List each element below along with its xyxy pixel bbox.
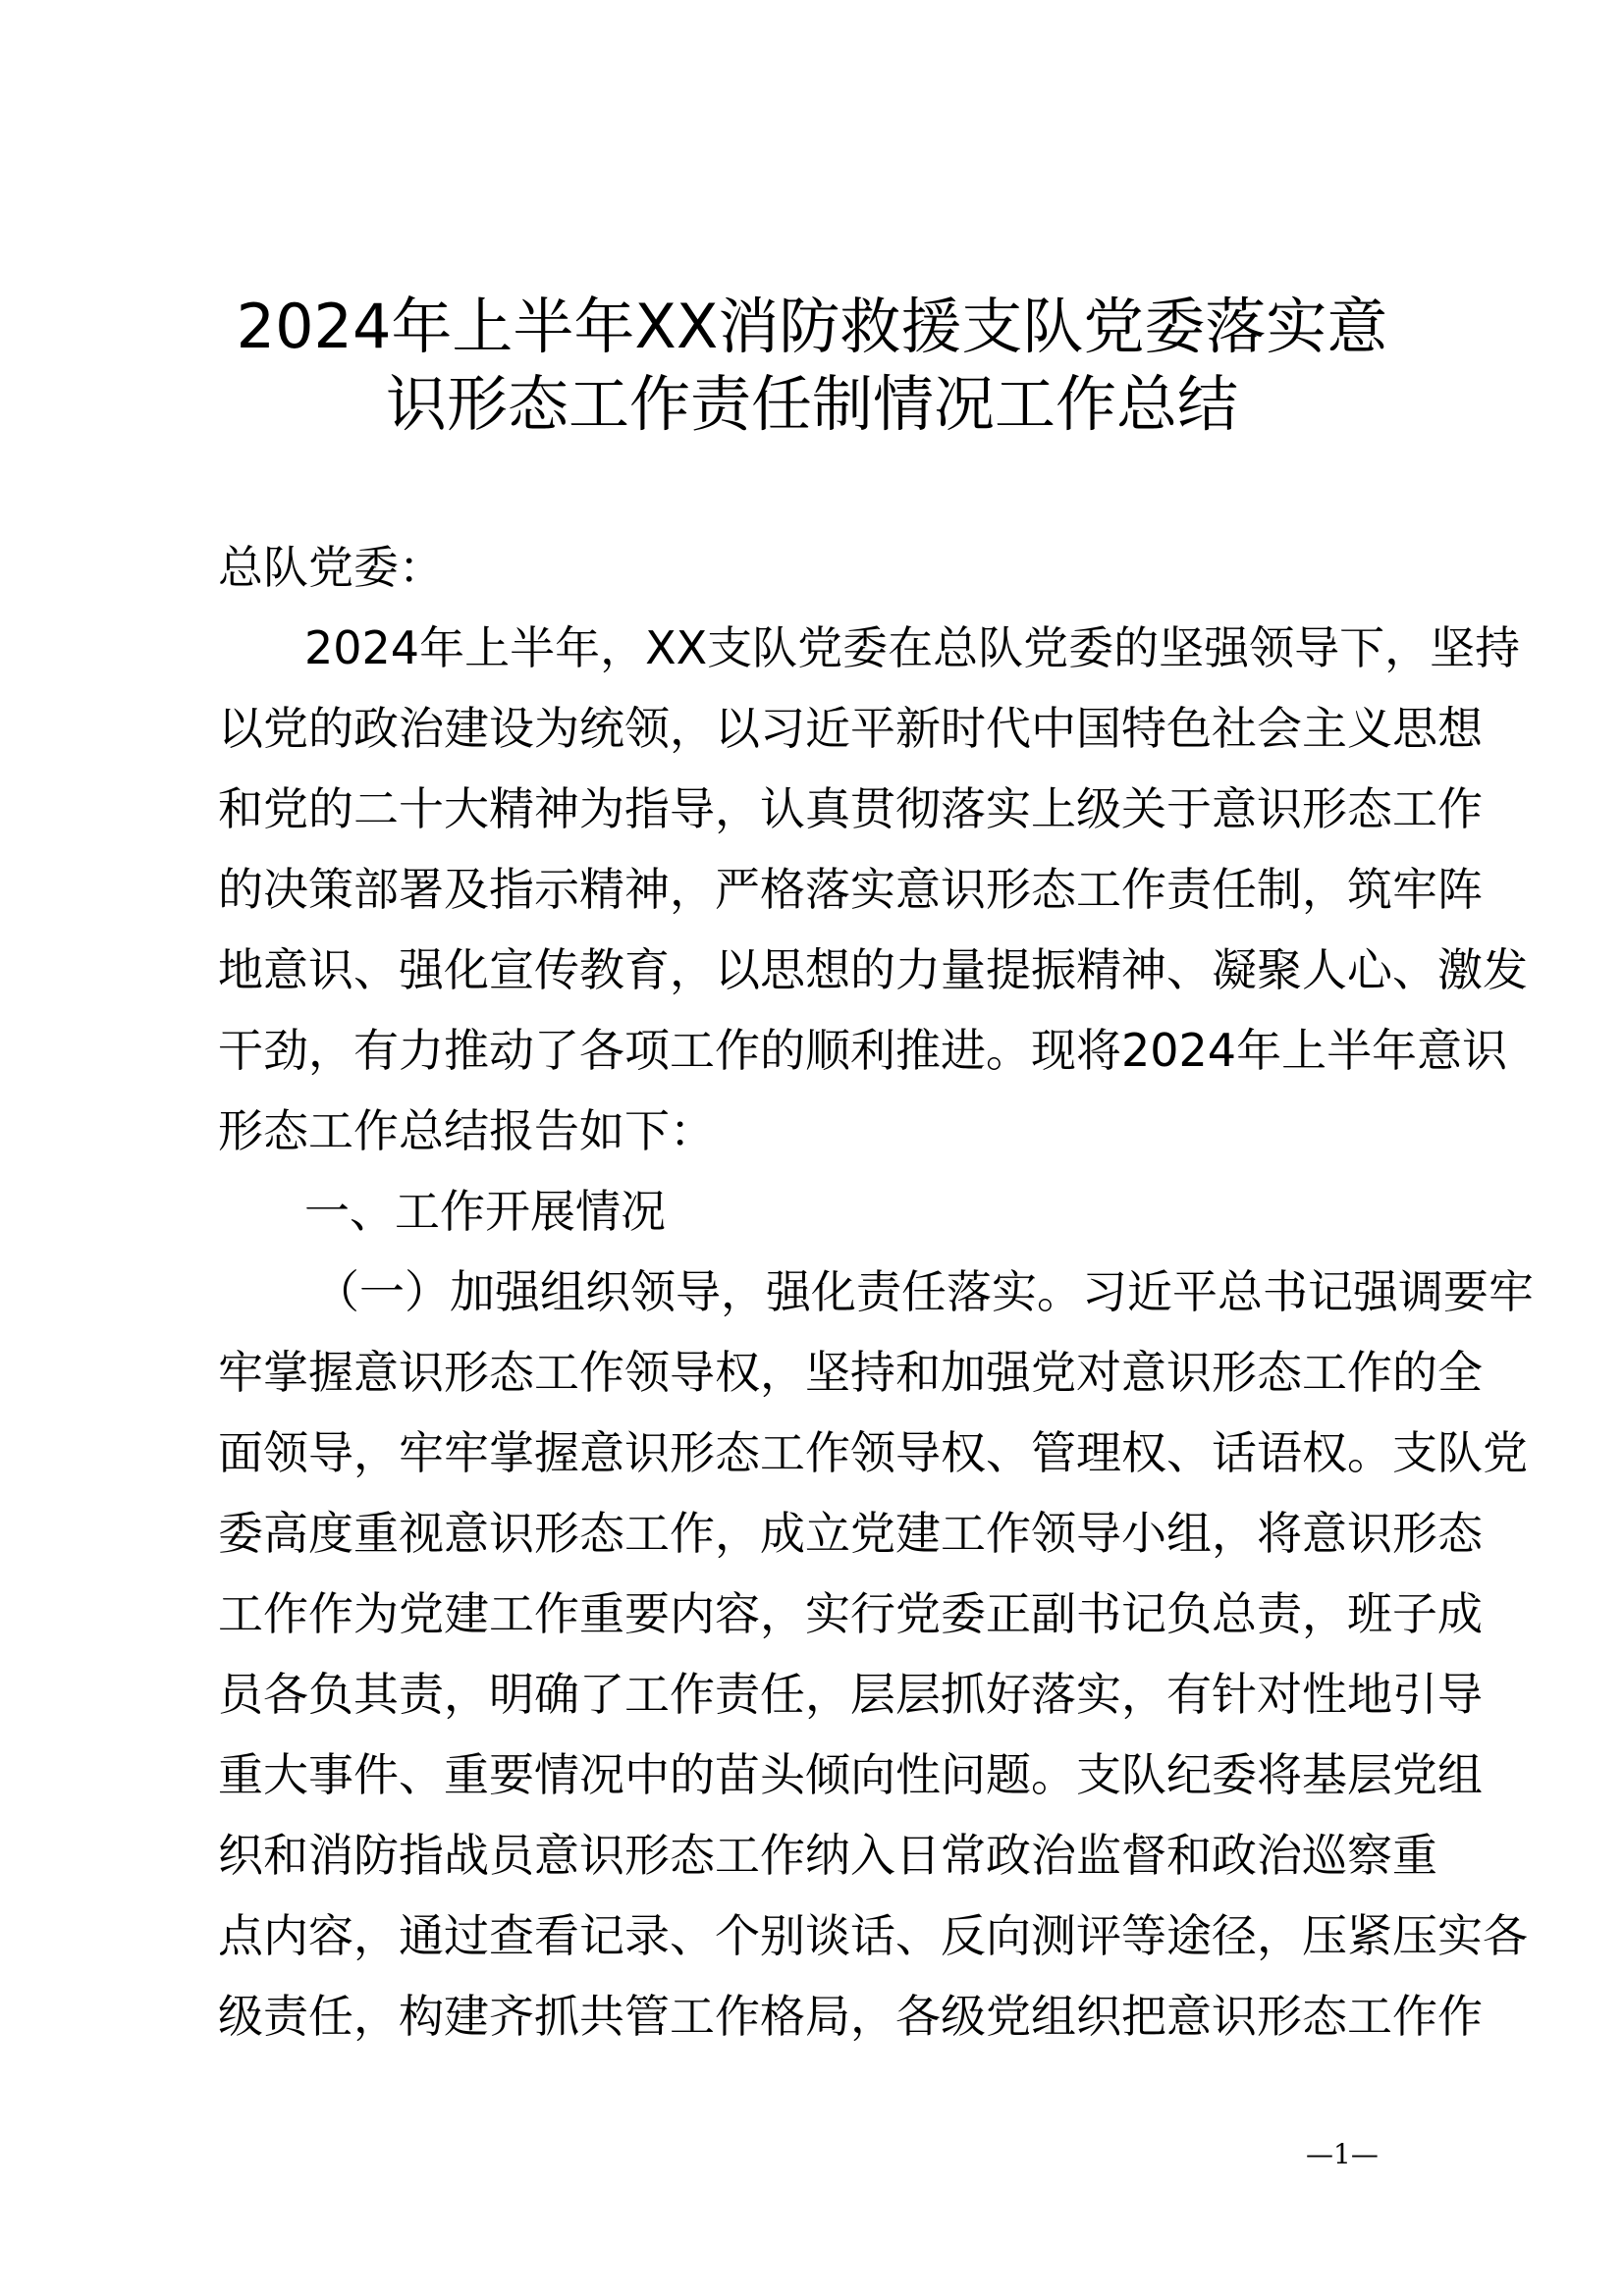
document-title-line-1: 2024年上半年XX消防救援支队党委落实意 [236, 291, 1388, 362]
body-text-line: （一）加强组织领导，强化责任落实。习近平总书记强调要牢 [314, 1265, 1534, 1318]
body-text-line: 点内容，通过查看记录、个别谈话、反向测评等途径，压紧压实各 [218, 1909, 1528, 1962]
body-text-line: 级责任，构建齐抓共管工作格局，各级党组织把意识形态工作作 [218, 1990, 1483, 2043]
body-text-line: 织和消防指战员意识形态工作纳入日常政治监督和政治巡察重 [218, 1829, 1437, 1882]
document-body [218, 527, 1534, 2056]
body-text-line: 形态工作总结报告如下： [218, 1104, 715, 1157]
document-title-line-2: 识形态工作责任制情况工作总结 [385, 368, 1238, 440]
body-text-line: 委高度重视意识形态工作，成立党建工作领导小组，将意识形态 [218, 1507, 1483, 1560]
body-text-line: 员各负其责，明确了工作责任，层层抓好落实，有针对性地引导 [218, 1668, 1483, 1721]
body-text-line: 面领导，牢牢掌握意识形态工作领导权、管理权、话语权。支队党 [218, 1426, 1528, 1479]
body-text-line: 总队党委： [218, 541, 444, 594]
body-text-line: 2024年上半年，XX支队党委在总队党委的坚强领导下，坚持 [304, 621, 1521, 674]
page-number: —1— [1306, 2138, 1379, 2170]
body-text-line: 的决策部署及指示精神，严格落实意识形态工作责任制，筑牢阵 [218, 863, 1483, 916]
body-text-line: 工作作为党建工作重要内容，实行党委正副书记负总责，班子成 [218, 1587, 1483, 1640]
body-text-line: 牢掌握意识形态工作领导权，坚持和加强党对意识形态工作的全 [218, 1346, 1483, 1399]
body-text-line: 以党的政治建设为统领，以习近平新时代中国特色社会主义思想 [218, 702, 1483, 755]
body-text-line: 干劲，有力推动了各项工作的顺利推进。现将2024年上半年意识 [218, 1024, 1508, 1077]
body-text-line: 重大事件、重要情况中的苗头倾向性问题。支队纪委将基层党组 [218, 1748, 1483, 1801]
body-text-line: 一、工作开展情况 [304, 1185, 666, 1238]
body-text-line: 和党的二十大精神为指导，认真贯彻落实上级关于意识形态工作 [218, 782, 1483, 835]
body-text-line: 地意识、强化宣传教育，以思想的力量提振精神、凝聚人心、激发 [218, 943, 1528, 996]
